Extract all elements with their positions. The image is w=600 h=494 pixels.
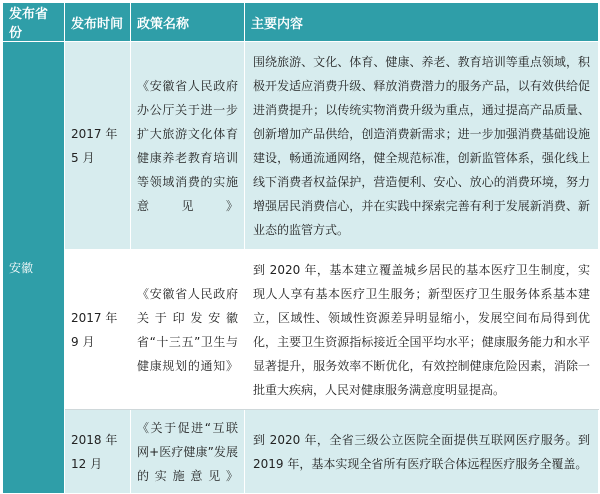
header-date: 发布时间	[65, 3, 131, 42]
date-cell: 2017 年 9 月	[65, 250, 131, 410]
table-row	[3, 250, 599, 410]
table-row	[3, 42, 599, 250]
table-row	[3, 410, 599, 494]
date-cell: 2018 年 12 月	[65, 410, 131, 494]
date-cell: 2017 年 5 月	[65, 42, 131, 250]
header-province: 发布省份	[3, 3, 65, 42]
policy-table	[2, 2, 599, 494]
policy-name-cell: 《安徽省人民政府关于印发安徽省“十三五”卫生与健康规划的通知》	[131, 250, 245, 410]
province-cell: 安徽	[3, 42, 65, 494]
policy-name-cell: 《安徽省人民政府办公厅关于进一步扩大旅游文化体育健康养老教育培训等领域消费的实施意见》	[131, 42, 245, 250]
content-cell: 到 2020 年，基本建立覆盖城乡居民的基本医疗卫生制度，实现人人享有基本医疗卫生服务；新型医疗卫生服务体系基本建立，区域性、领域性资源差异明显缩小，发展空间布局得到优化，主要卫生资源指标接近全国平均水平；健康服务能力和水平显著提升，服务效率不断优化，有效控制健康危险因素，消除一批重大疾病，人民对健康服务满意度明显提高。	[245, 250, 599, 410]
content-cell: 到 2020 年，全省三级公立医院全面提供互联网医疗服务。到 2019 年，基本实现全省所有医疗联合体远程医疗服务全覆盖。	[245, 410, 599, 494]
content-cell: 围绕旅游、文化、体育、健康、养老、教育培训等重点领域，积极开发适应消费升级、释放消费潜力的服务产品，以有效供给促进消费提升；以传统实物消费升级为重点，通过提高产品质量、创新增加产品供给，创造消费新需求；进一步加强消费基础设施建设，畅通流通网络，健全规范标准，创新监管体系，强化线上线下消费者权益保护，营造便利、安心、放心的消费环境，努力增强居民消费信心，并在实践中探索完善有利于发展新消费、新业态的监管方式。	[245, 42, 599, 250]
header-content: 主要内容	[245, 3, 599, 42]
header-row	[3, 3, 599, 42]
header-policy-name: 政策名称	[131, 3, 245, 42]
policy-name-cell: 《关于促进“互联网+医疗健康”发展的实施意见》	[131, 410, 245, 494]
